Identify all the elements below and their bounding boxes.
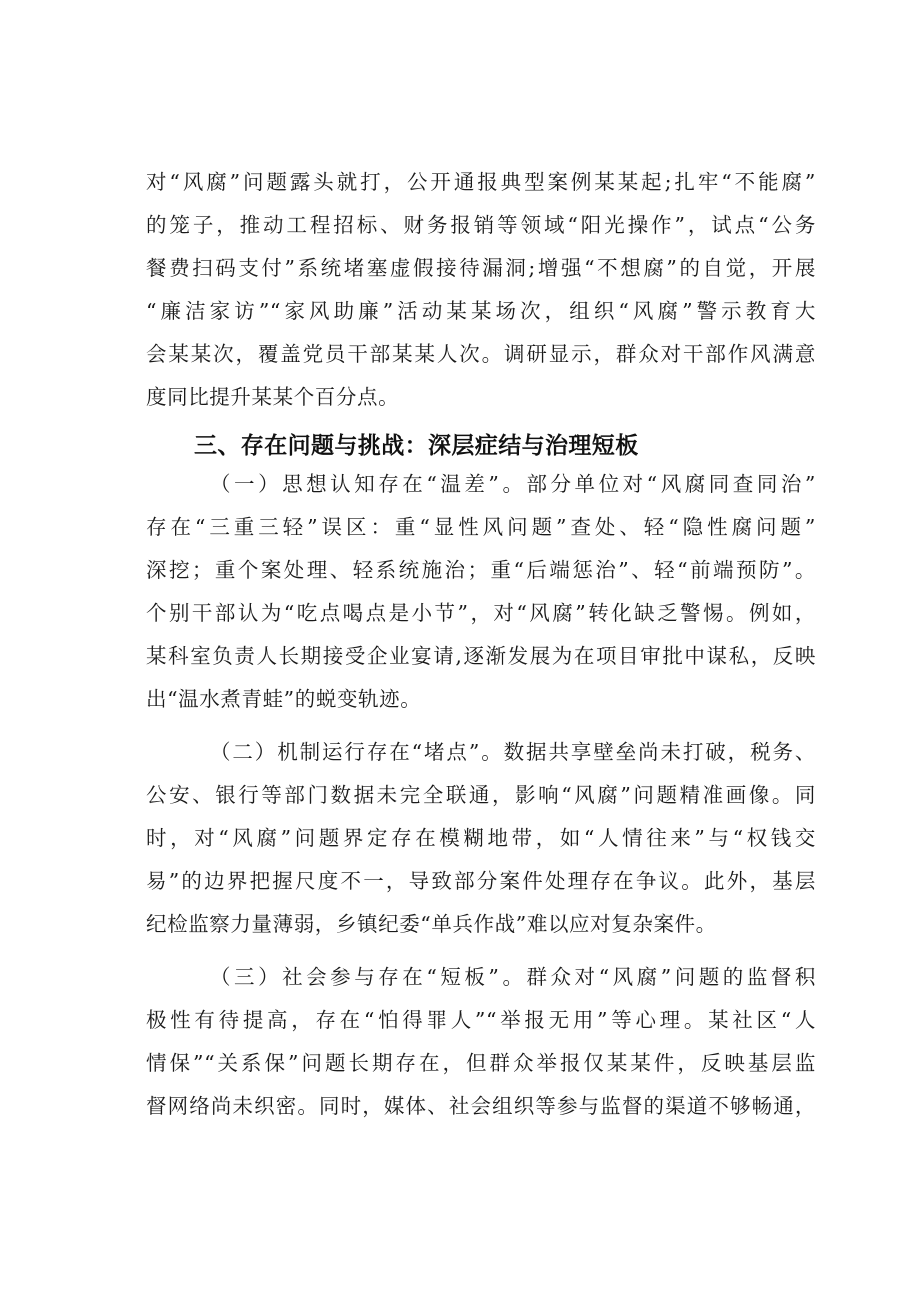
paragraph-4-line-1: （三）社会参与存在“短板”。群众对“风腐”问题的监督积 (210, 965, 816, 989)
paragraph-2-line-1: （一）思想认知存在“温差”。部分单位对“风腐同查同治” (210, 472, 816, 496)
paragraph-1-line-6: 度同比提升某某个百分点。 (146, 385, 400, 409)
paragraph-4-line-4: 督网络尚未织密。同时，媒体、社会组织等参与监督的渠道不够畅通， (146, 1094, 816, 1118)
paragraph-3-line-3: 时，对“风腐”问题界定存在模糊地带，如“人情往来”与“权钱交 (146, 826, 816, 850)
paragraph-3-line-1: （二）机制运行存在“堵点”。数据共享壁垒尚未打破，税务、 (210, 740, 816, 764)
paragraph-1-line-5: 会某某次，覆盖党员干部某某人次。调研显示，群众对干部作风满意 (146, 342, 816, 366)
paragraph-3-line-2: 公安、银行等部门数据未完全联通，影响“风腐”问题精准画像。同 (146, 783, 816, 807)
paragraph-2-line-5: 某科室负责人长期接受企业宴请,逐渐发展为在项目审批中谋私，反映 (146, 644, 816, 668)
paragraph-4-line-3: 情保”“关系保”问题长期存在，但群众举报仅某某件，反映基层监 (146, 1051, 816, 1075)
paragraph-2-line-2: 存在“三重三轻”误区：重“显性风问题”查处、轻“隐性腐问题” (146, 515, 816, 539)
paragraph-3-line-4: 易”的边界把握尺度不一，导致部分案件处理存在争议。此外，基层 (146, 869, 816, 893)
paragraph-2-line-6: 出“温水煮青蛙”的蜕变轨迹。 (146, 687, 422, 711)
paragraph-3-line-5: 纪检监察力量薄弱，乡镇纪委“单兵作战”难以应对复杂案件。 (146, 912, 717, 936)
paragraph-1-line-2: 的笼子，推动工程招标、财务报销等领域“阳光操作”，试点“公务 (146, 213, 816, 237)
paragraph-2-line-4: 个别干部认为“吃点喝点是小节”，对“风腐”转化缺乏警惕。例如， (146, 601, 816, 625)
paragraph-1-line-1: 对“风腐”问题露头就打，公开通报典型案例某某起;扎牢“不能腐” (146, 170, 816, 194)
paragraph-2-line-3: 深挖；重个案处理、轻系统施治；重“后端惩治”、轻“前端预防”。 (146, 558, 816, 582)
paragraph-1-line-3: 餐费扫码支付”系统堵塞虚假接待漏洞;增强“不想腐”的自觉，开展 (146, 256, 816, 280)
section-heading: 三、存在问题与挑战：深层症结与治理短板 (194, 433, 639, 459)
paragraph-1-line-4: “廉洁家访”“家风助廉”活动某某场次，组织“风腐”警示教育大 (146, 299, 816, 323)
paragraph-4-line-2: 极性有待提高，存在“怕得罪人”“举报无用”等心理。某社区“人 (146, 1008, 816, 1032)
